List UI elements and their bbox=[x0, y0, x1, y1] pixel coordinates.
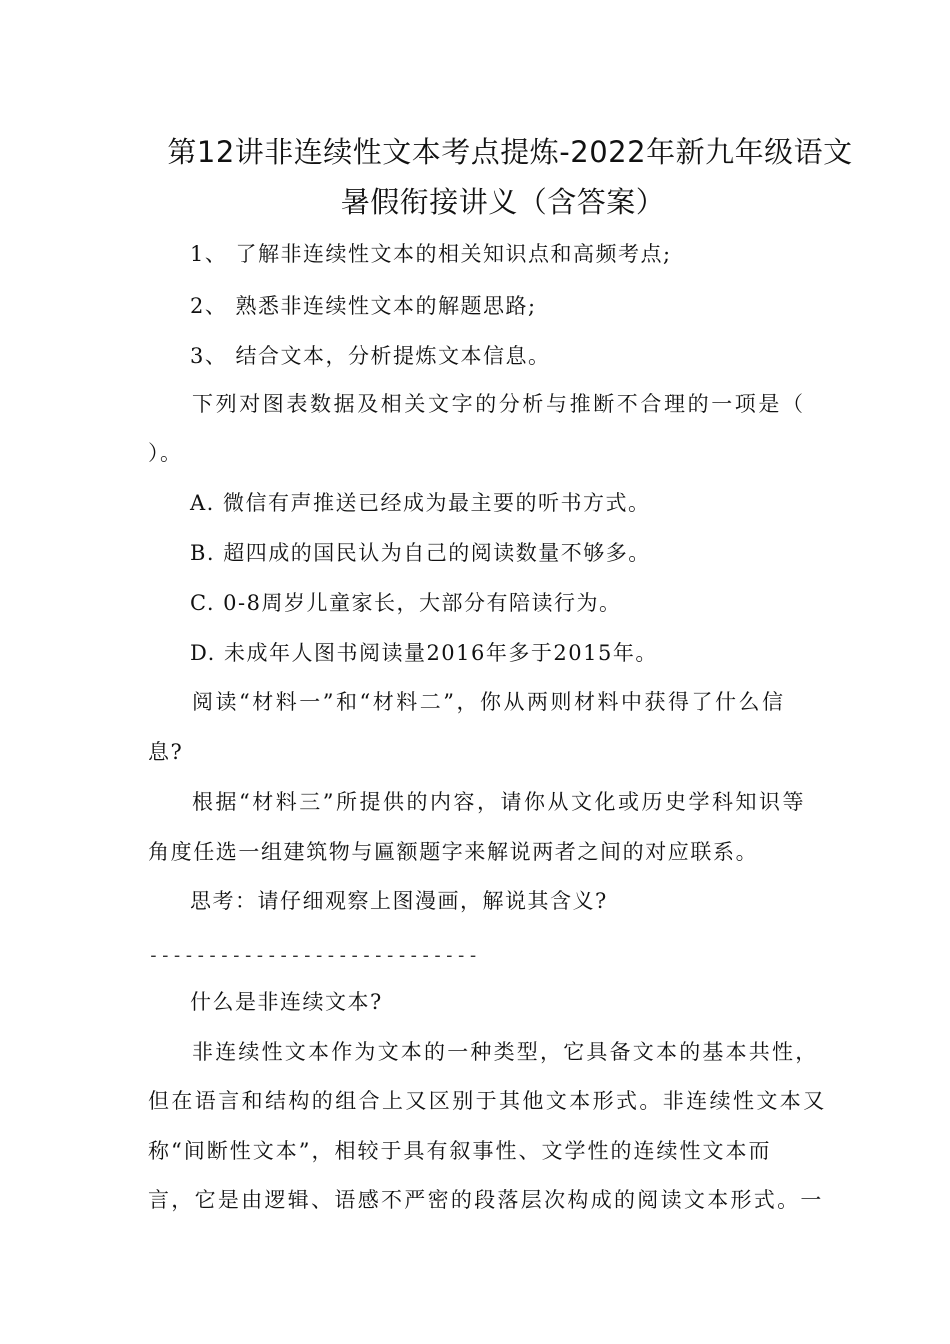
document-title-line-1: 第12讲非连续性文本考点提炼-2022年新九年级语文 bbox=[167, 135, 853, 169]
paragraph-line-4: 言，它是由逻辑、语感不严密的段落层次构成的阅读文本形式。一 bbox=[148, 1188, 824, 1212]
question-3-line-1: 根据“材料三”所提供的内容，请你从文化或历史学科知识等 bbox=[192, 790, 806, 814]
objective-2: 2、 熟悉非连续性文本的解题思路; bbox=[190, 294, 537, 318]
paragraph-line-2: 但在语言和结构的组合上又区别于其他文本形式。非连续性文本又 bbox=[148, 1089, 827, 1113]
option-a: A. 微信有声推送已经成为最主要的听书方式。 bbox=[190, 491, 651, 515]
paragraph-line-1: 非连续性文本作为文本的一种类型，它具备文本的基本共性， bbox=[192, 1040, 819, 1064]
objective-1: 1、 了解非连续性文本的相关知识点和高频考点; bbox=[190, 242, 672, 266]
question-2-line-1: 阅读“材料一”和“材料二”，你从两则材料中获得了什么信 bbox=[192, 690, 786, 714]
option-d: D. 未成年人图书阅读量2016年多于2015年。 bbox=[190, 641, 658, 665]
option-c: C. 0-8周岁儿童家长，大部分有陪读行为。 bbox=[190, 591, 622, 615]
document-title-line-2: 暑假衔接讲义（含答案） bbox=[340, 185, 666, 219]
paragraph-line-3: 称“间断性文本”，相较于具有叙事性、文学性的连续性文本而 bbox=[148, 1139, 772, 1163]
question-4: 思考：请仔细观察上图漫画，解说其含义? bbox=[190, 889, 608, 913]
objective-3: 3、 结合文本，分析提炼文本信息。 bbox=[190, 344, 551, 368]
option-b: B. 超四成的国民认为自己的阅读数量不够多。 bbox=[190, 541, 651, 565]
separator-line: ---------------------------- bbox=[148, 945, 480, 966]
question-text-line-1: 下列对图表数据及相关文字的分析与推断不合理的一项是（ bbox=[192, 392, 806, 416]
question-2-line-2: 息? bbox=[148, 740, 184, 764]
question-3-line-2: 角度任选一组建筑物与匾额题字来解说两者之间的对应联系。 bbox=[148, 840, 759, 864]
section-heading: 什么是非连续文本? bbox=[190, 990, 383, 1014]
question-text-line-2: ）。 bbox=[148, 441, 183, 465]
